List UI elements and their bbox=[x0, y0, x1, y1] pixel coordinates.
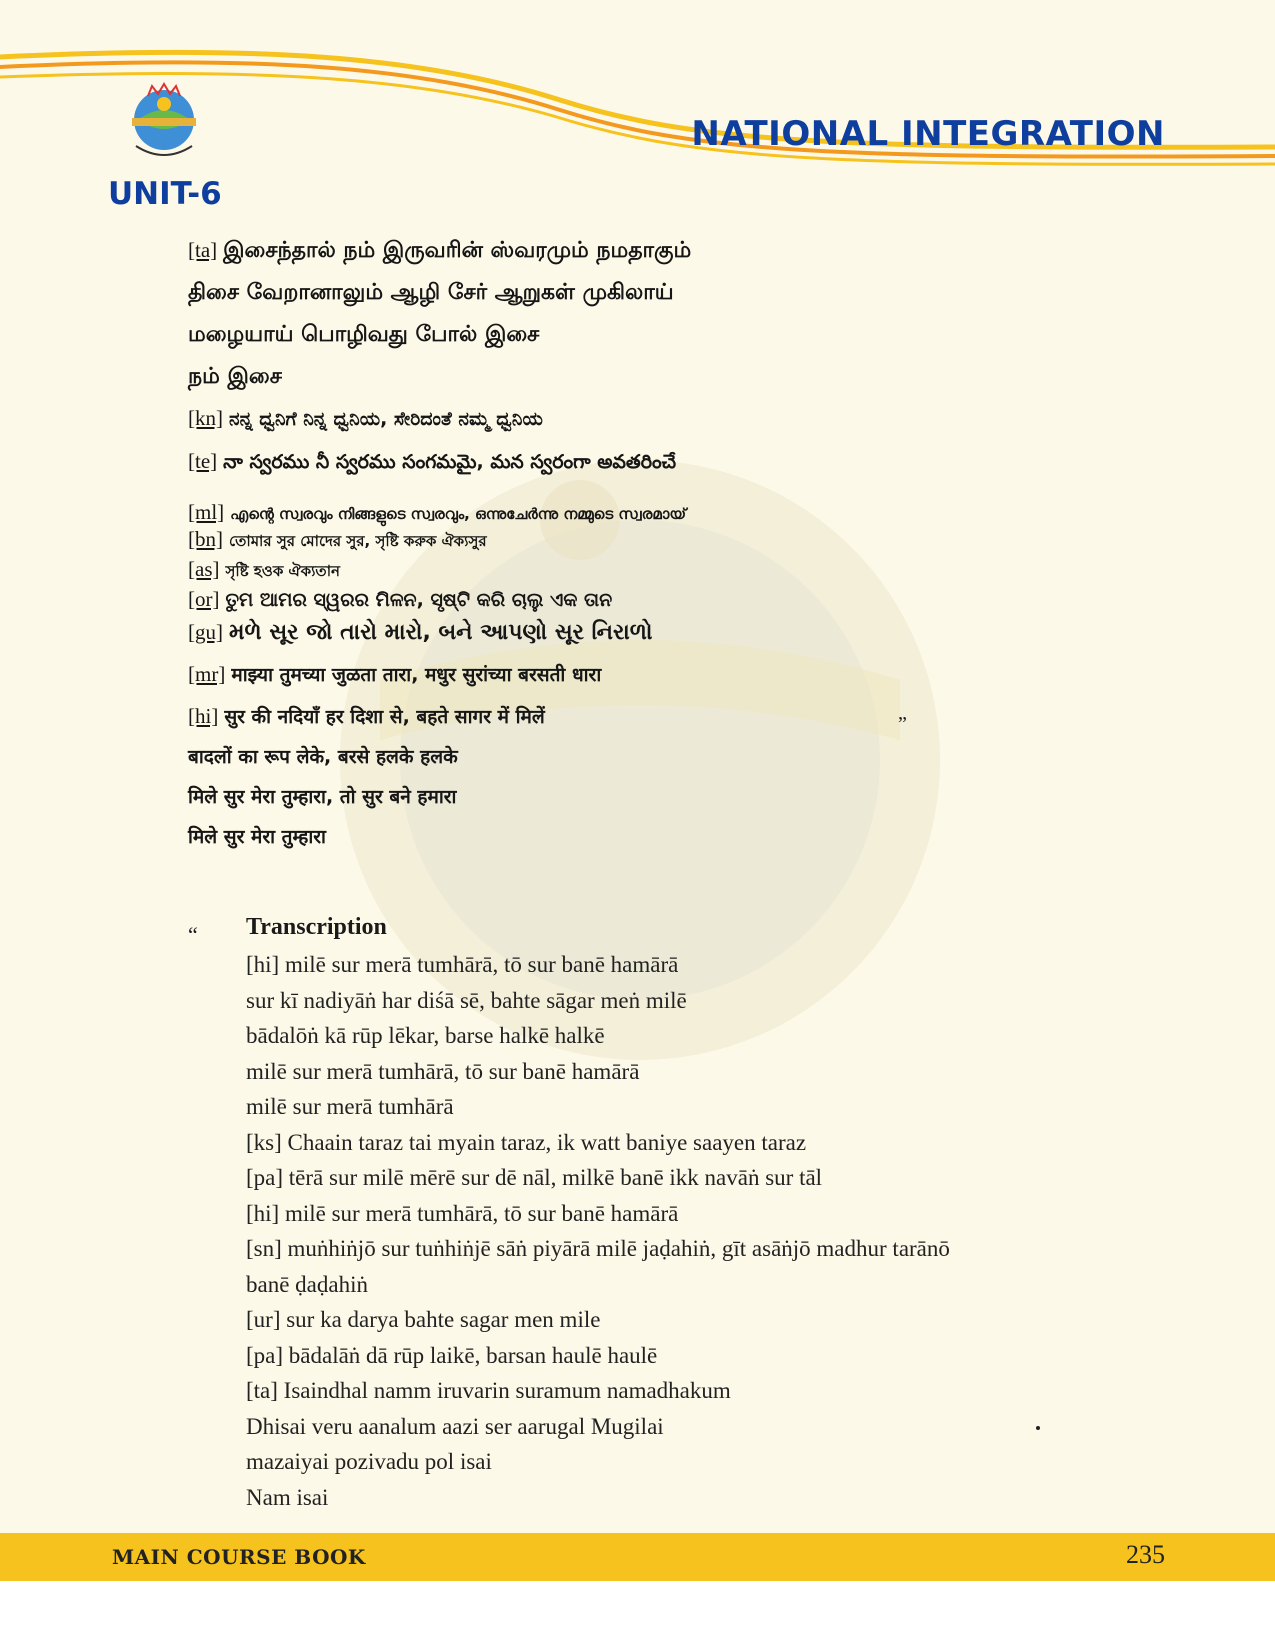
stray-dot bbox=[1036, 1426, 1040, 1430]
language-tag: [kn] bbox=[188, 406, 223, 430]
cbse-logo bbox=[118, 80, 210, 172]
lyric-text: എന്റെ സ്വരവും നിങ്ങളുടെ സ്വരവും, ഒന്നുചേർന്നു നമ്മുടെ സ്വരമായ് bbox=[230, 505, 687, 523]
page-number: 235 bbox=[1126, 1540, 1165, 1569]
lyric-text: मिले सुर मेरा तुम्हारा, तो सुर बने हमारा bbox=[188, 786, 457, 808]
lyric-line bbox=[188, 238, 1088, 266]
lyric-text: मिले सुर मेरा तुम्हारा bbox=[188, 826, 326, 848]
language-tag: [hi] bbox=[188, 704, 219, 728]
lyric-line bbox=[188, 620, 1088, 645]
language-tag: [te] bbox=[188, 449, 218, 473]
lyric-line bbox=[188, 406, 1088, 431]
transcription-line: [ur] sur ka darya bahte sagar men mile bbox=[246, 1307, 601, 1332]
language-tag: [as] bbox=[188, 557, 220, 581]
transcription-line: banē ḍaḍahiṅ bbox=[246, 1271, 368, 1297]
lyric-line bbox=[188, 587, 1088, 612]
lyric-text: நம் இசை bbox=[188, 364, 282, 389]
lyric-line bbox=[188, 364, 1088, 392]
transcription-line: [pa] tērā sur milē mērē sur dē nāl, milkē banē ikk navāṅ sur tāl bbox=[246, 1165, 823, 1190]
lyric-line bbox=[188, 661, 1088, 687]
lyric-line bbox=[188, 743, 1088, 769]
lyric-text: இசைந்தால் நம் இருவரின் ஸ்வரமும் நமதாகும் bbox=[223, 238, 692, 263]
transcription-line: Nam isai bbox=[246, 1484, 329, 1510]
lyric-text: बादलों का रूप लेके, बरसे हलके हलके bbox=[188, 746, 458, 768]
lyric-text: திசை வேறானாலும் ஆழி சேர் ஆறுகள் முகிலாய் bbox=[188, 280, 674, 305]
lyric-text: மழையாய் பொழிவது போல் இசை bbox=[188, 322, 540, 347]
transcription-line: milē sur merā tumhārā bbox=[246, 1094, 454, 1119]
transcription-block bbox=[246, 914, 1146, 1515]
lyric-line bbox=[188, 500, 1088, 525]
lyric-line bbox=[188, 823, 1088, 849]
footer-book-title: MAIN COURSE BOOK bbox=[112, 1545, 366, 1569]
language-tag: [gu] bbox=[188, 620, 223, 644]
transcription-line: [sn] muṅhiṅjō sur tuṅhiṅjē sāṅ piyārā milē jaḍahiṅ, gīt asāṅjō madhur tarānō bbox=[246, 1236, 950, 1261]
lyric-line bbox=[188, 280, 1088, 308]
transcription-heading: Transcription bbox=[246, 914, 387, 940]
lyric-text: ତୁମ ଆମର ସ୍ୱରର ମିଳନ, ସୃଷ୍ଟି କରି ଚାଲୁ ଏକ ତାନ bbox=[225, 589, 613, 611]
lyric-text: ನನ್ನ ಧ್ವನಿಗೆ ನಿನ್ನ ಧ್ವನಿಯ, ಸೇರಿದಂತೆ ನಮ್ಮ ಧ್ವನಿಯ bbox=[229, 408, 543, 430]
lyric-text: সৃষ্টি হওক ঐক্যতান bbox=[225, 562, 340, 580]
lyric-line bbox=[188, 783, 1088, 809]
transcription-line: mazaiyai pozivadu pol isai bbox=[246, 1449, 492, 1474]
language-tag: [or] bbox=[188, 587, 220, 611]
transcription-line: Dhisai veru aanalum aazi ser aarugal Mugilai bbox=[246, 1413, 664, 1439]
closing-quote-mark: „ bbox=[898, 702, 907, 724]
transcription-line: milē sur merā tumhārā, tō sur banē hamārā bbox=[246, 1058, 640, 1084]
lyric-text: सुर की नदियाँ हर दिशा से, बहते सागर में मिलें bbox=[224, 706, 545, 728]
chapter-title: NATIONAL INTEGRATION bbox=[691, 114, 1165, 154]
lyric-line bbox=[188, 527, 1088, 555]
transcription-line: [pa] bādalāṅ dā rūp laikē, barsan haulē haulē bbox=[246, 1342, 658, 1368]
lyric-line bbox=[188, 322, 1088, 350]
transcription-line: sur kī nadiyāṅ har diśā sē, bahte sāgar meṅ milē bbox=[246, 987, 687, 1013]
transcription-line: [ks] Chaain taraz tai myain taraz, ik watt baniye saayen taraz bbox=[246, 1129, 807, 1155]
language-tag: [bn] bbox=[188, 527, 223, 551]
language-tag: [mr] bbox=[188, 662, 226, 686]
lyric-text: મળે સૂર જો તારો મારો, બને આપણો સૂર નિરાળો bbox=[229, 620, 653, 645]
page-margin-bottom bbox=[0, 1581, 1275, 1650]
lyric-line bbox=[188, 557, 1088, 585]
multilingual-lyrics bbox=[188, 238, 1088, 849]
lyric-text: माझ्या तुमच्या जुळता तारा, मधुर सुरांच्या बरसती धारा bbox=[231, 664, 602, 686]
opening-quote-mark: “ bbox=[188, 922, 198, 947]
lyric-text: তোমার সুর মোদের সুর, সৃষ্টি করুক ঐক্যসুর bbox=[229, 532, 487, 550]
language-tag: [ml] bbox=[188, 500, 225, 524]
transcription-line: [hi] milē sur merā tumhārā, tō sur banē hamārā bbox=[246, 1200, 679, 1226]
lyric-line bbox=[188, 449, 1088, 478]
language-tag: [ta] bbox=[188, 238, 218, 262]
transcription-line: [ta] Isaindhal namm iruvarin suramum namadhakum bbox=[246, 1378, 731, 1403]
lyric-text: నా స్వరము నీ స్వరము సంగమమై, మన స్వరంగా అవతరించే bbox=[223, 451, 677, 473]
transcription-line: [hi] milē sur merā tumhārā, tō sur banē hamārā bbox=[246, 952, 679, 977]
transcription-line: bādalōṅ kā rūp lēkar, barse halkē halkē bbox=[246, 1023, 605, 1048]
lyric-line bbox=[188, 703, 1088, 729]
unit-label: UNIT-6 bbox=[108, 176, 222, 212]
